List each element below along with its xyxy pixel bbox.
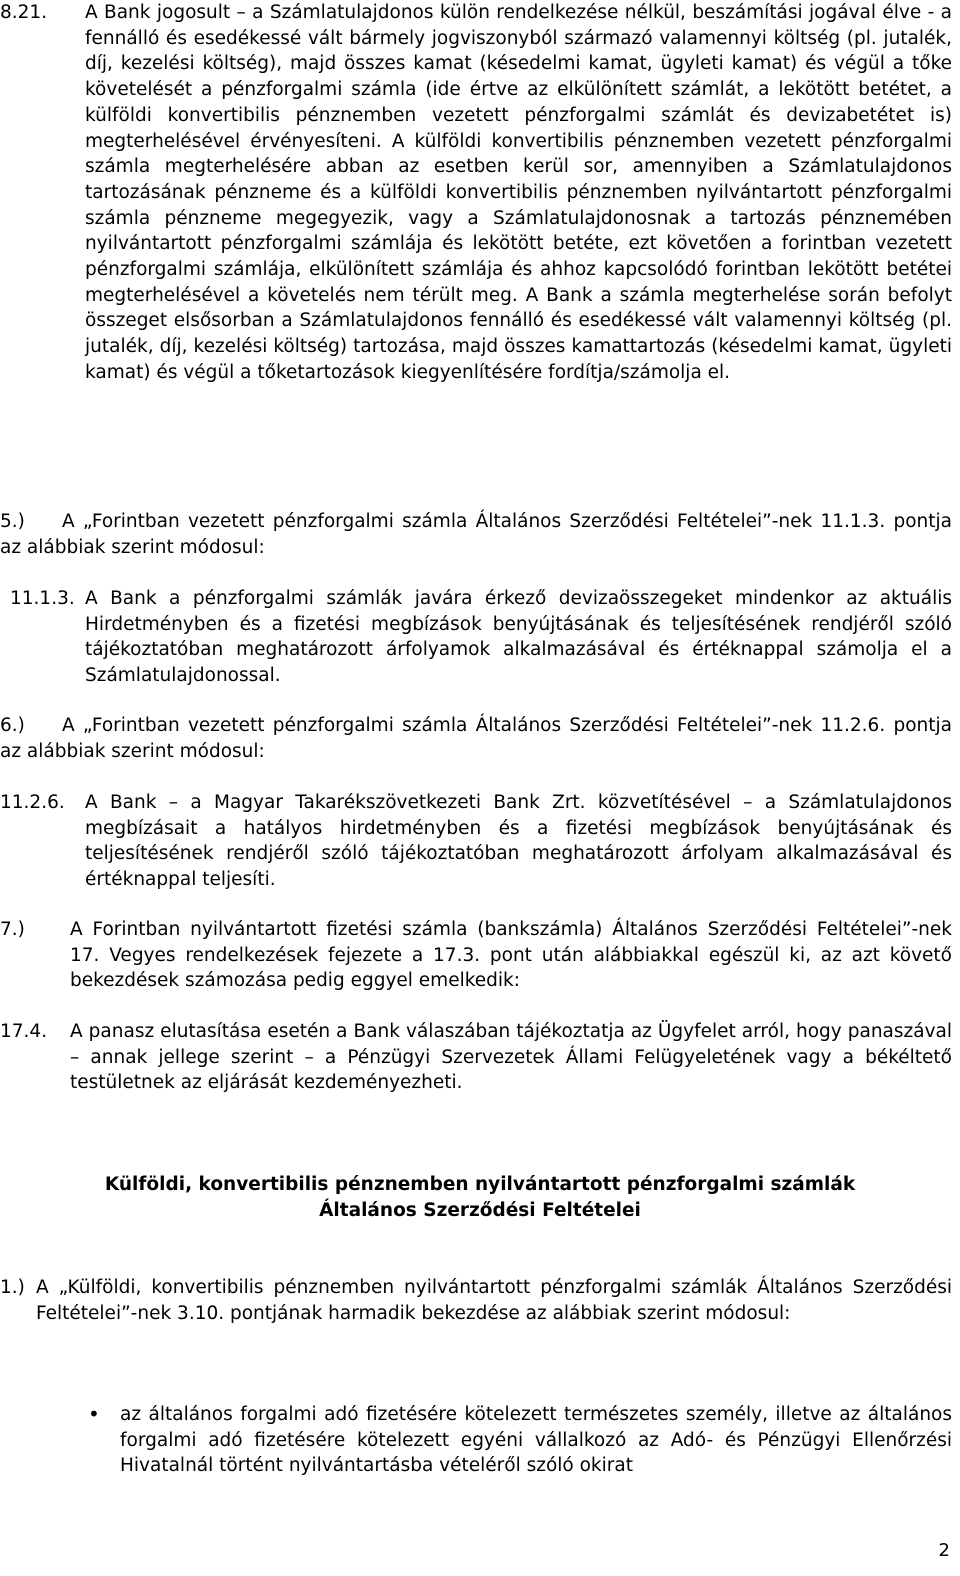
paragraph-number: 6.) xyxy=(0,715,25,736)
paragraph-text: A „Forintban vezetett pénzforgalmi számla Általános Szerződési Feltételei”-nek 11.1.3. pontja az alábbiak szerint módosul: xyxy=(0,511,952,558)
paragraph-text: A „Forintban vezetett pénzforgalmi számla Általános Szerződési Feltételei”-nek 11.2.6. pontja az alábbiak szerint módosul: xyxy=(0,715,952,762)
section-number: 8.21. xyxy=(0,2,48,23)
paragraph-text: A Forintban nyilvántartott fizetési számla (bankszámla) Általános Szerződési Feltételei”-nek 17. Vegyes rendelkezések fejezete a 17.3. pont után alábbiakkal egészül ki, az azt követő bekezdések számozása pedig eggyel emelkedik: xyxy=(70,919,952,992)
heading-line-1: Külföldi, konvertibilis pénznemben nyilvántartott pénzforgalmi számlák xyxy=(104,1174,856,1195)
section-heading xyxy=(40,1172,920,1223)
section-number: 11.2.6. xyxy=(0,792,65,813)
section-text: A panasz elutasítása esetén a Bank válaszában tájékoztatja az Ügyfelet arról, hogy panaszával – annak jellege szerint – a Pénzügyi Szervezetek Állami Felügyeletének vagy a békéltető testületnek az eljárását kezdeményezheti. xyxy=(70,1021,952,1094)
paragraph-text: A „Külföldi, konvertibilis pénznemben nyilvántartott pénzforgalmi számlák Általános Szerződési Feltételei”-nek 3.10. pontjának harmadik bekezdése az alábbiak szerint módosul: xyxy=(36,1277,952,1324)
bullet-text: az általános forgalmi adó fizetésére kötelezett természetes személy, illetve az általános forgalmi adó fizetésére kötelezett egyéni vállalkozó az Adó- és Pénzügyi Ellenőrzési Hivatalnál történt nyilvántartásba vételéről szóló okirat xyxy=(120,1404,952,1477)
section-text: A Bank a pénzforgalmi számlák javára érkező devizaösszegeket mindenkor az aktuális Hirdetményben és a fizetési megbízások benyújtásának és teljesítésének rendjéről szóló tájékoztatóban meghatározott árfolyamok alkalmazásával és értéknappal számolja el a Számlatulajdonossal. xyxy=(85,588,952,687)
paragraph-number: 7.) xyxy=(0,919,25,940)
section-text: A Bank – a Magyar Takarékszövetkezeti Bank Zrt. közvetítésével – a Számlatulajdonos megbízásait a hatályos hirdetményben és a fizetési megbízások benyújtásának és teljesítésének rendjéről szóló tájékoztatóban meghatározott árfolyam alkalmazásával és értéknappal teljesíti. xyxy=(85,792,952,891)
paragraph-number: 1.) xyxy=(0,1277,25,1298)
heading-line-2: Általános Szerződési Feltételei xyxy=(319,1199,641,1221)
bullet-icon: • xyxy=(88,1402,100,1426)
section-number: 17.4. xyxy=(0,1021,48,1042)
page-number: 2 xyxy=(938,1540,950,1562)
section-text: A Bank jogosult – a Számlatulajdonos külön rendelkezése nélkül, beszámítási jogával élve - a fennálló és esedékessé vált bármely jogviszonyból származó valamennyi költség (pl. jutalék, díj, kezelési költség), majd összes kamat (késedelmi kamat, ügyleti kamat) és végül a tőke követelését a pénzforgalmi számla (ide értve az elkülönített számlát, a lekötött betétet, a külföldi konvertibilis pénznemben vezetett pénzforgalmi számlát és devizabetétet is) megterhelésével érvényesíteni. A külföldi konvertibilis pénznemben vezetett pénzforgalmi számla megterhelésére abban az esetben kerül sor, amennyiben a Számlatulajdonos tartozásának pénzneme és a külföldi konvertibilis pénznemben nyilvántartott pénzforgalmi számla pénzneme megegyezik, vagy a Számlatulajdonosnak a tartozás pénznemében nyilvántartott pénzforgalmi számlája és lekötött betéte, ezt követően a forintban vezetett pénzforgalmi számlája, elkülönített számlája és ahhoz kapcsolódó forintban lekötött betétei megterhelésével a követelés nem térült meg. A Bank a számla megterhelése során befolyt összeget elsősorban a Számlatulajdonos fennálló és esedékessé vált valamennyi költség (pl. jutalék, díj, kezelési költség) tartozása, majd összes kamattartozás (késedelmi kamat, ügyleti kamat) és végül a tőketartozások kiegyenlítésére fordítja/számolja el. xyxy=(85,2,952,383)
paragraph-number: 5.) xyxy=(0,511,25,532)
section-number: 11.1.3. xyxy=(10,588,75,609)
